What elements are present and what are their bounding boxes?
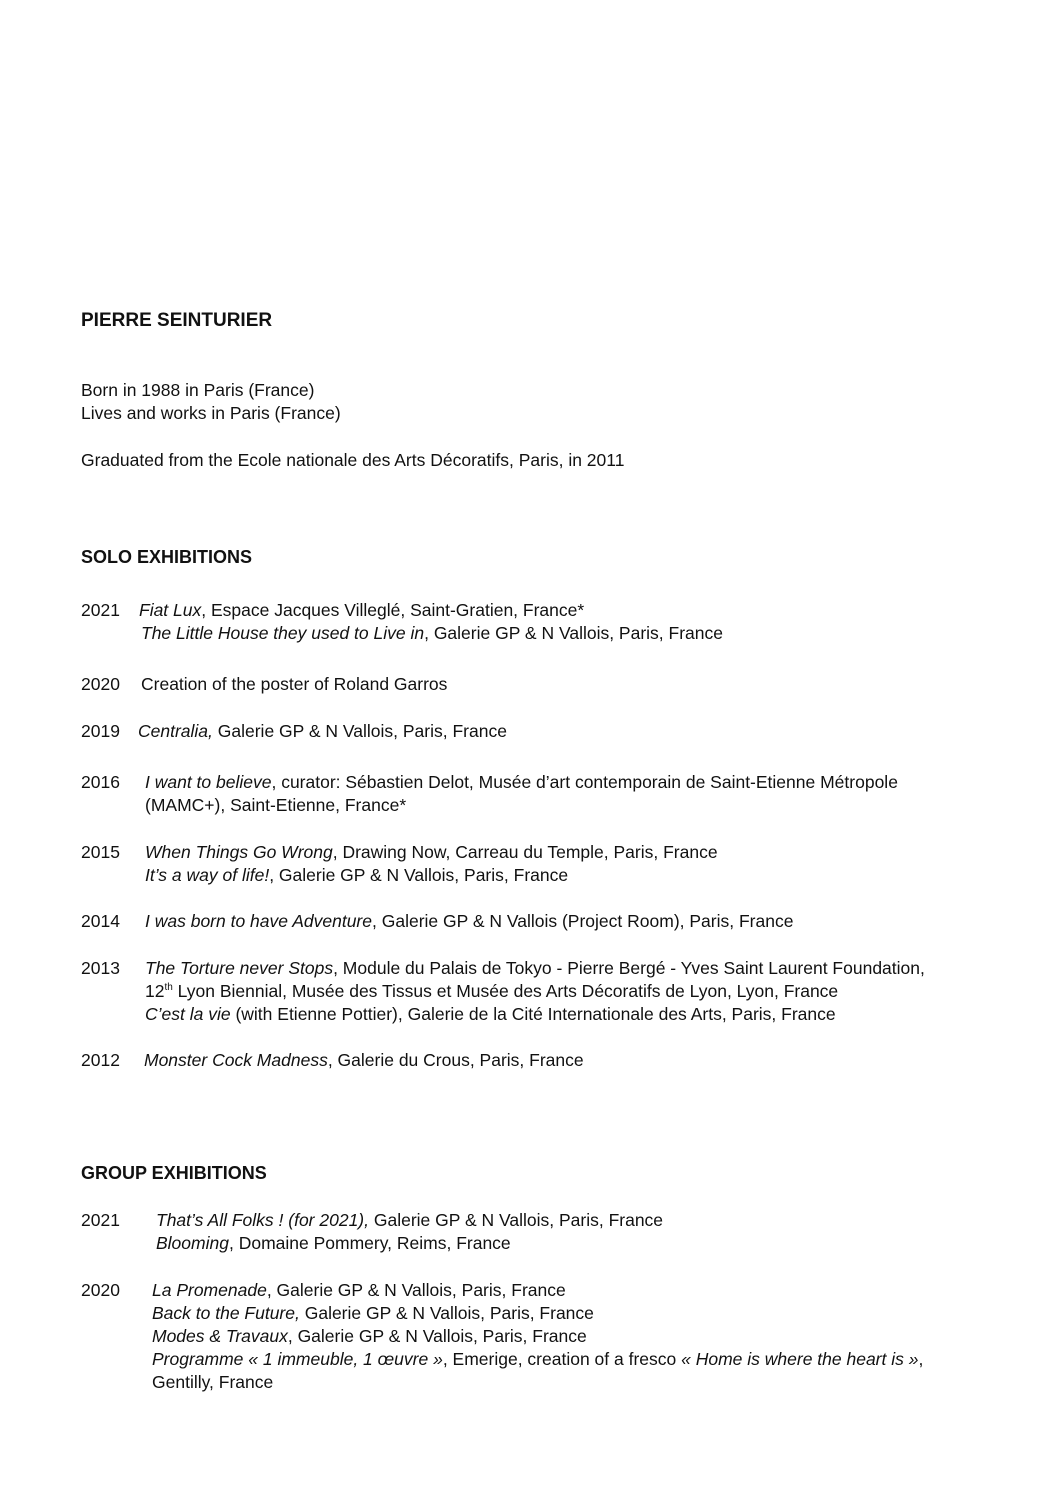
exhibition-title: The Torture never Stops [145,958,334,978]
exhibition-details: Galerie GP & N Vallois, Paris, France [369,1210,664,1230]
solo-year: 2016 [81,772,120,792]
solo-entry-line [145,1003,836,1026]
bio-birth: Born in 1988 in Paris (France) [81,380,315,400]
solo-entry-line [145,980,838,1003]
exhibition-title: La Promenade [152,1280,267,1300]
exhibition-details: , curator: Sébastien Delot, Musée d’art contemporain de Saint-Etienne Métropole [271,772,898,792]
solo-entry-line [141,622,723,645]
exhibition-title: The Little House they used to Live in [141,623,425,643]
exhibition-details: Creation of the poster of Roland Garros [141,674,448,694]
solo-entry-line [145,771,898,794]
solo-entry-line [141,673,447,696]
exhibition-title: It’s a way of life! [145,865,270,885]
solo-entry-line [145,841,718,864]
exhibition-details: , Galerie GP & N Vallois (Project Room), Paris, France [372,911,794,931]
solo-year: 2015 [81,842,120,862]
exhibition-details: , Galerie GP & N Vallois, Paris, France [424,623,723,643]
solo-year: 2012 [81,1050,120,1070]
exhibition-title: When Things Go Wrong [145,842,333,862]
exhibition-title: C’est la vie [145,1004,231,1024]
solo-entry-line [139,599,584,622]
exhibition-details: Galerie GP & N Vallois, Paris, France [299,1303,594,1323]
exhibition-details: , Galerie GP & N Vallois, Paris, France [287,1326,587,1346]
solo-entry-line [145,957,925,980]
exhibition-title: Fiat Lux [139,600,202,620]
group-entry-line [152,1371,273,1394]
exhibition-title: Centralia, [138,721,213,741]
solo-year: 2014 [81,911,120,931]
exhibition-title: Programme « 1 immeuble, 1 œuvre » [152,1349,443,1369]
exhibition-details: , Galerie GP & N Vallois, Paris, France [266,1280,566,1300]
exhibition-details: (with Etienne Pottier), Galerie de la Cité Internationale des Arts, Paris, France [230,1004,836,1024]
group-year: 2021 [81,1210,120,1230]
artist-name: PIERRE SEINTURIER [81,310,273,331]
exhibition-title: That’s All Folks ! (for 2021), [156,1210,369,1230]
group-entry-line [152,1279,566,1302]
exhibition-details: Lyon Biennial, Musée des Tissus et Musée des Arts Décoratifs de Lyon, Lyon, France [172,981,839,1001]
exhibition-title: Blooming [156,1233,229,1253]
solo-exhibitions-heading: SOLO EXHIBITIONS [81,547,253,567]
exhibition-details: , Module du Palais de Tokyo - Pierre Bergé - Yves Saint Laurent Foundation, [333,958,925,978]
group-entry-line [156,1209,663,1232]
exhibition-details: , Galerie du Crous, Paris, France [327,1050,584,1070]
solo-year: 2013 [81,958,120,978]
exhibition-details: (MAMC+), Saint-Etienne, France* [145,795,407,815]
group-entry-line [156,1232,511,1255]
solo-entry-line [145,794,406,817]
exhibition-details: Galerie GP & N Vallois, Paris, France [212,721,507,741]
exhibition-title: Monster Cock Madness [144,1050,328,1070]
solo-year: 2021 [81,600,120,620]
exhibition-details: , Domaine Pommery, Reims, France [228,1233,511,1253]
solo-year: 2020 [81,674,120,694]
exhibition-title: I want to believe [145,772,272,792]
group-entry-line [152,1325,587,1348]
exhibition-title: Modes & Travaux [152,1326,288,1346]
solo-year: 2019 [81,721,120,741]
ordinal-number: 12 [145,981,165,1001]
group-year: 2020 [81,1280,120,1300]
group-entry-line [152,1302,594,1325]
exhibition-details: , Emerige, creation of a fresco [442,1349,682,1369]
ordinal-suffix: th [164,982,173,994]
bio-education: Graduated from the Ecole nationale des Arts Décoratifs, Paris, in 2011 [81,450,625,470]
exhibition-title: I was born to have Adventure [145,911,372,931]
solo-entry-line [145,910,793,933]
exhibition-details: , [918,1349,924,1369]
bio-residence: Lives and works in Paris (France) [81,403,341,423]
exhibition-details: , Drawing Now, Carreau du Temple, Paris, France [332,842,718,862]
fresco-title: « Home is where the heart is » [681,1349,919,1369]
solo-entry-line [144,1049,584,1072]
exhibition-details: , Espace Jacques Villeglé, Saint-Gratien, France* [201,600,585,620]
group-exhibitions-heading: GROUP EXHIBITIONS [81,1163,267,1183]
exhibition-details: Gentilly, France [152,1372,274,1392]
exhibition-details: , Galerie GP & N Vallois, Paris, France [269,865,569,885]
solo-entry-line [145,864,568,887]
solo-entry-line [138,720,507,743]
exhibition-title: Back to the Future, [152,1303,300,1323]
group-entry-line [152,1348,923,1371]
